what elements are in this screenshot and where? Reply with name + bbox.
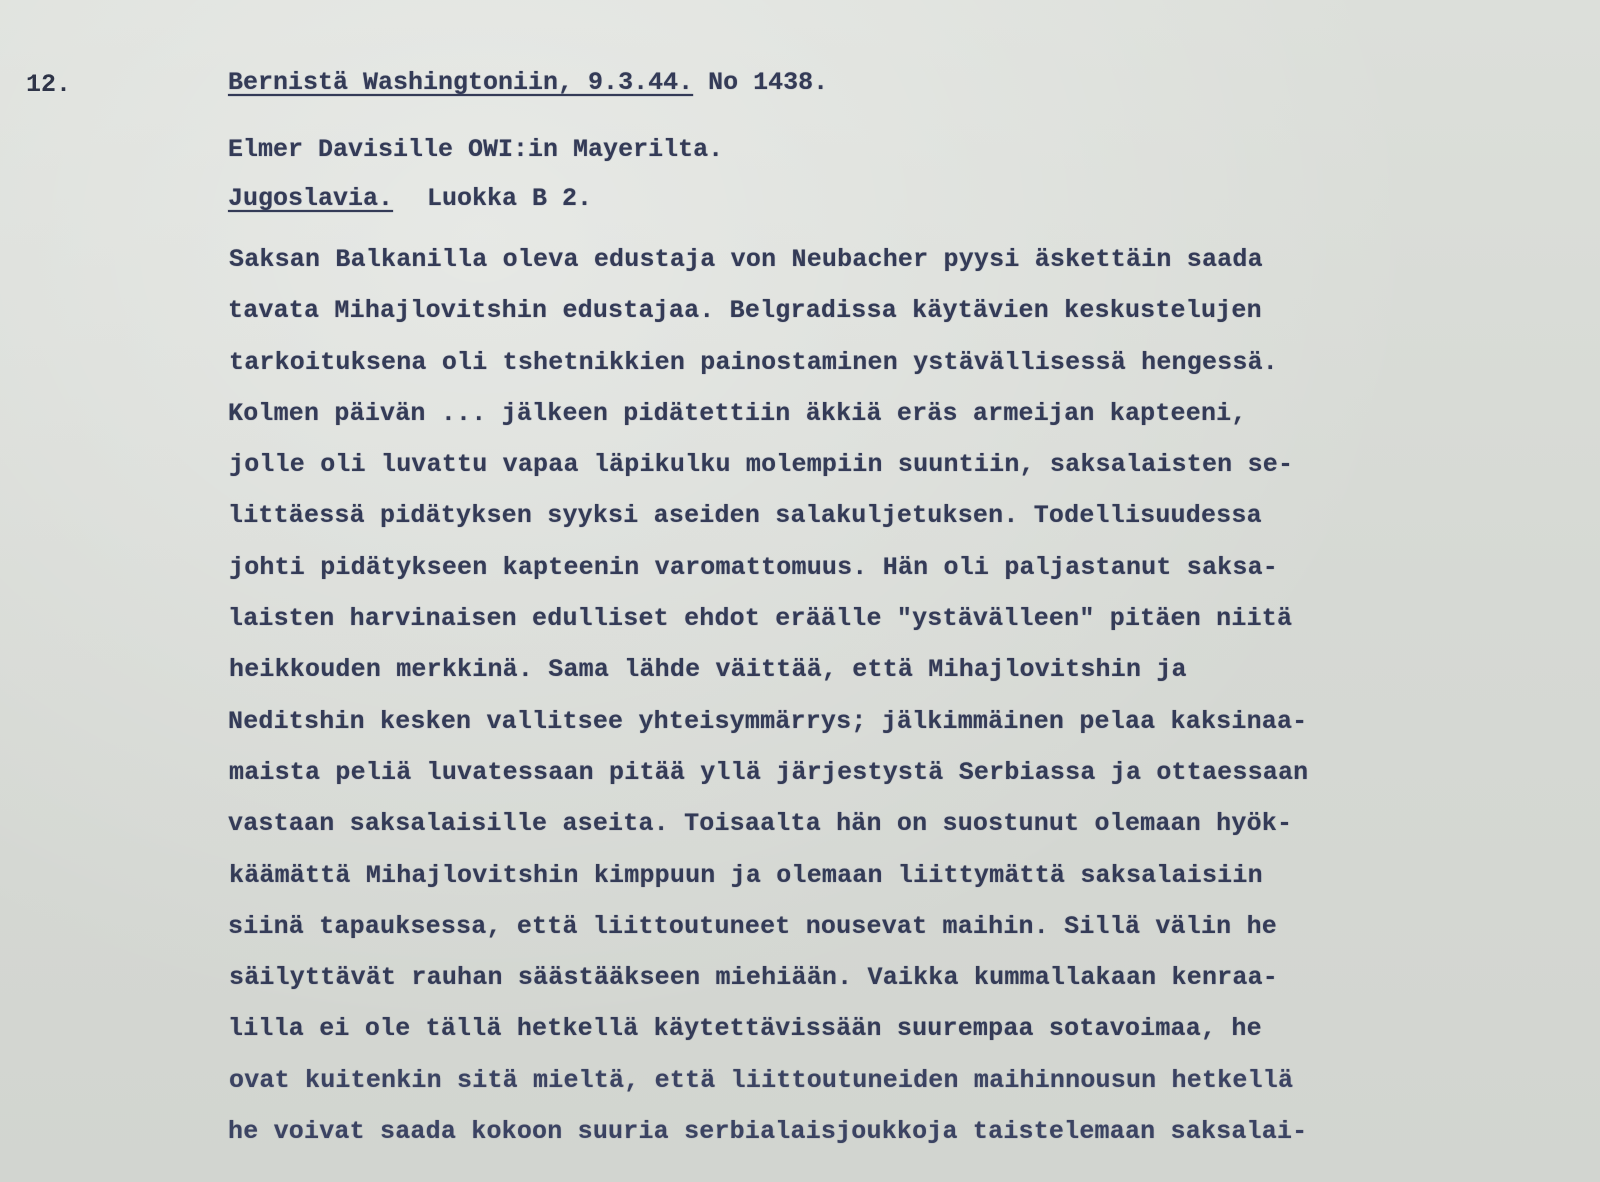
body-line: johti pidätykseen kapteenin varomattomuus. Hän oli paljastanut saksa- — [229, 552, 1278, 582]
body-line: tavata Mihajlovitshin edustajaa. Belgradissa käytävien keskustelujen — [228, 296, 1262, 326]
body-line: tarkoituksena oli tshetnikkien painostaminen ystävällisessä hengessä. — [229, 347, 1278, 377]
body-line: siinä tapauksessa, että liittoutuneet nousevat maihin. Sillä välin he — [228, 911, 1277, 941]
body-line: jolle oli luvattu vapaa läpikulku molempiin suuntiin, saksalaisten se- — [229, 450, 1294, 480]
body-line: Neditshin kesken vallitsee yhteisymmärrys; jälkimmäinen pelaa kaksinaa- — [228, 706, 1308, 736]
body-line: littäessä pidätyksen syyksi aseiden salakuljetuksen. Todellisuudessa — [228, 501, 1262, 531]
body-line: käämättä Mihajlovitshin kimppuun ja olemaan liittymättä saksalaisiin — [229, 860, 1263, 890]
body-line: Kolmen päivän ... jälkeen pidätettiin äkkiä eräs armeijan kapteeni, — [228, 398, 1247, 428]
body-line: he voivat saada kokoon suuria serbialaisjoukkoja taistelemaan saksalai- — [228, 1117, 1308, 1147]
body-line: Saksan Balkanilla oleva edustaja von Neubacher pyysi äskettäin saada — [229, 245, 1263, 274]
message-body — [228, 234, 1568, 1157]
bleed-through-texture — [235, 0, 1536, 205]
body-line: laisten harvinaisen edulliset ehdot eräälle "ystävälleen" pitäen niitä — [228, 604, 1293, 634]
body-line: ovat kuitenkin sitä mieltä, että liittoutuneiden maihinnousun hetkellä — [229, 1065, 1294, 1095]
subject-line — [228, 184, 592, 213]
item-number: 12. — [26, 70, 72, 99]
message-number: No 1438. — [708, 68, 829, 97]
subject-class: Luokka B 2. — [427, 184, 593, 213]
body-line: säilyttävät rauhan säästääkseen miehiään. Vaikka kummallakaan kenraa- — [229, 963, 1278, 993]
recipient-line: Elmer Davisille OWI:in Mayerilta. — [228, 135, 724, 164]
body-line: vastaan saksalaisille aseita. Toisaalta hän on suostunut olemaan hyök- — [228, 809, 1293, 839]
body-line: maista peliä luvatessaan pitää yllä järjestystä Serbiassa ja ottaessaan — [229, 757, 1309, 787]
body-line: lilla ei ole tällä hetkellä käytettävissään suurempaa sotavoimaa, he — [228, 1014, 1262, 1044]
body-line: heikkouden merkkinä. Sama lähde väittää, että Mihajlovitshin ja — [229, 655, 1187, 685]
message-header — [228, 68, 828, 97]
subject-country: Jugoslavia. — [228, 184, 394, 213]
message-route: Bernistä Washingtoniin, 9.3.44. — [228, 68, 694, 97]
